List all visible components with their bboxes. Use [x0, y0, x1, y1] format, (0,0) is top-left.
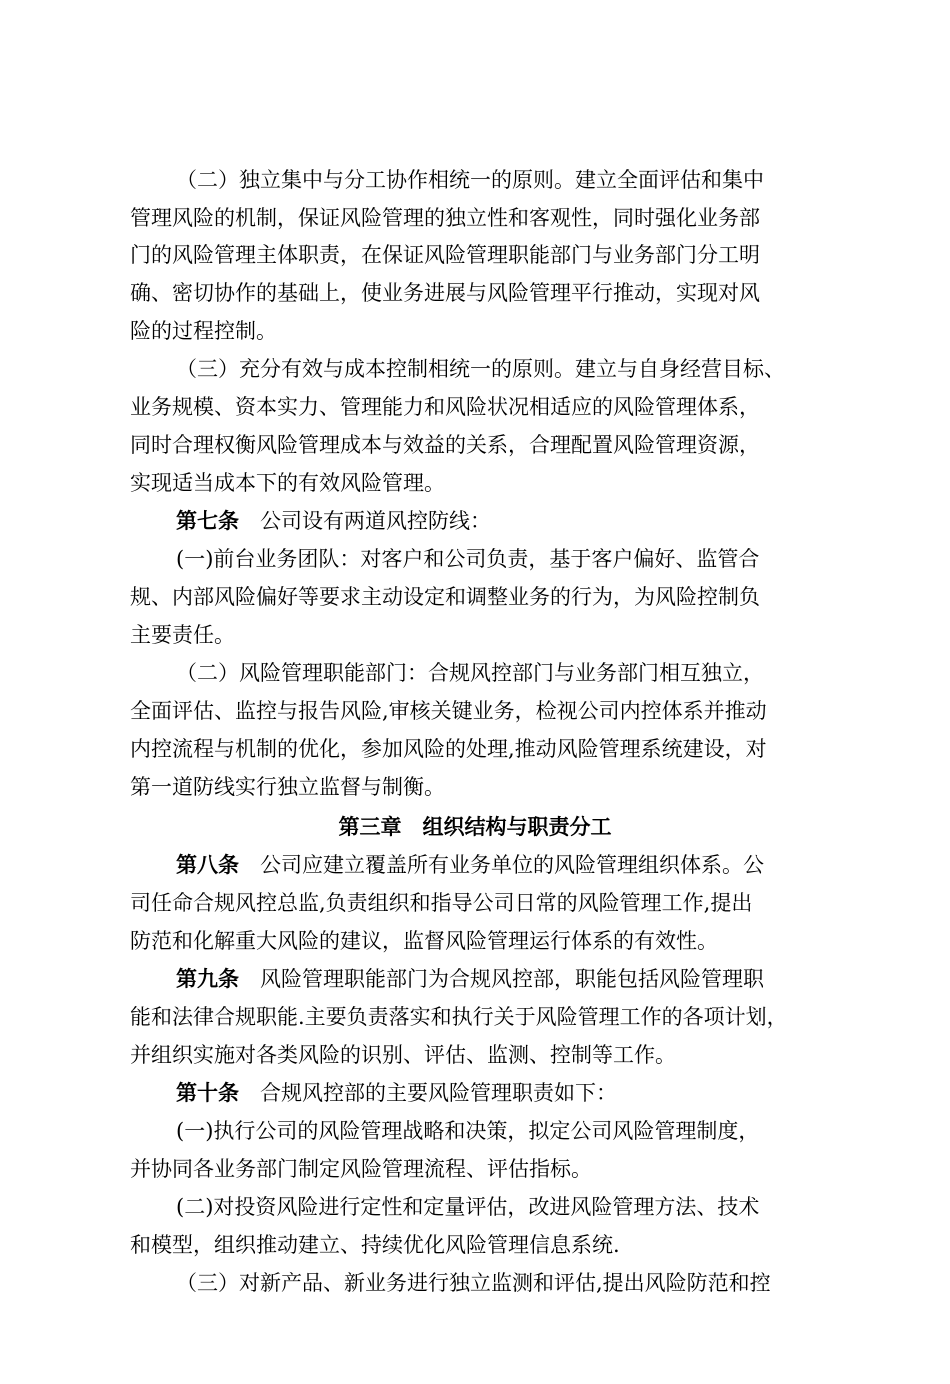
article-label: 第七条	[176, 508, 239, 533]
text-line: 全面评估、监控与报告风险,审核关键业务，检视公司内控体系并推动	[130, 699, 767, 723]
article-label: 第八条	[176, 852, 239, 877]
text-line: 实现适当成本下的有效风险管理。	[130, 471, 445, 495]
text-line: 第一道防线实行独立监督与制衡。	[130, 775, 445, 799]
text-line: 内控流程与机制的优化，参加风险的处理,推动风险管理系统建设，对	[130, 737, 767, 761]
article-text: 风险管理职能部门为合规风控部，职能包括风险管理职	[260, 967, 764, 991]
article-eight	[176, 850, 764, 880]
article-nine	[176, 964, 764, 994]
article-text: 公司设有两道风控防线：	[260, 509, 491, 533]
article-label: 第十条	[176, 1080, 239, 1105]
text-line: 规、内部风险偏好等要求主动设定和调整业务的行为，为风险控制负	[130, 585, 760, 609]
text-line: 司任命合规风控总监,负责组织和指导公司日常的风险管理工作,提出	[130, 891, 753, 915]
article-seven	[176, 506, 491, 536]
article-label: 第九条	[176, 966, 239, 991]
article-text: 公司应建立覆盖所有业务单位的风险管理组织体系。公	[260, 853, 764, 877]
text-line: 门的风险管理主体职责，在保证风险管理职能部门与业务部门分工明	[130, 243, 760, 267]
text-line: 主要责任。	[130, 623, 235, 647]
text-line: 同时合理权衡风险管理成本与效益的关系，合理配置风险管理资源，	[130, 433, 760, 457]
text-line: 险的过程控制。	[130, 319, 277, 343]
text-line: 管理风险的机制，保证风险管理的独立性和客观性，同时强化业务部	[130, 206, 760, 230]
text-line: （三）对新产品、新业务进行独立监测和评估,提出风险防范和控	[176, 1271, 771, 1295]
text-line: (一)前台业务团队：对客户和公司负责，基于客户偏好、监管合	[176, 547, 760, 571]
article-ten	[176, 1078, 617, 1108]
article-text: 合规风控部的主要风险管理职责如下：	[260, 1081, 617, 1105]
text-line: 确、密切协作的基础上，使业务进展与风险管理平行推动，实现对风	[130, 281, 760, 305]
text-line: （三）充分有效与成本控制相统一的原则。建立与自身经营目标、	[176, 357, 785, 381]
text-line: 业务规模、资本实力、管理能力和风险状况相适应的风险管理体系，	[130, 395, 760, 419]
text-line: (二)对投资风险进行定性和定量评估，改进风险管理方法、技术	[176, 1195, 760, 1219]
text-line: （二）风险管理职能部门：合规风控部门与业务部门相互独立，	[176, 661, 764, 685]
text-line: 和模型，组织推动建立、持续优化风险管理信息系统.	[130, 1233, 620, 1257]
text-line: 并组织实施对各类风险的识别、评估、监测、控制等工作。	[130, 1043, 676, 1067]
text-line: 防范和化解重大风险的建议，监督风险管理运行体系的有效性。	[130, 929, 718, 953]
chapter-heading: 第三章 组织结构与职责分工	[338, 814, 612, 839]
text-line: （二）独立集中与分工协作相统一的原则。建立全面评估和集中	[176, 168, 764, 192]
text-line: 能和法律合规职能.主要负责落实和执行关于风险管理工作的各项计划，	[130, 1005, 788, 1029]
text-line: 并协同各业务部门制定风险管理流程、评估指标。	[130, 1157, 592, 1181]
text-line: (一)执行公司的风险管理战略和决策，拟定公司风险管理制度，	[176, 1119, 760, 1143]
